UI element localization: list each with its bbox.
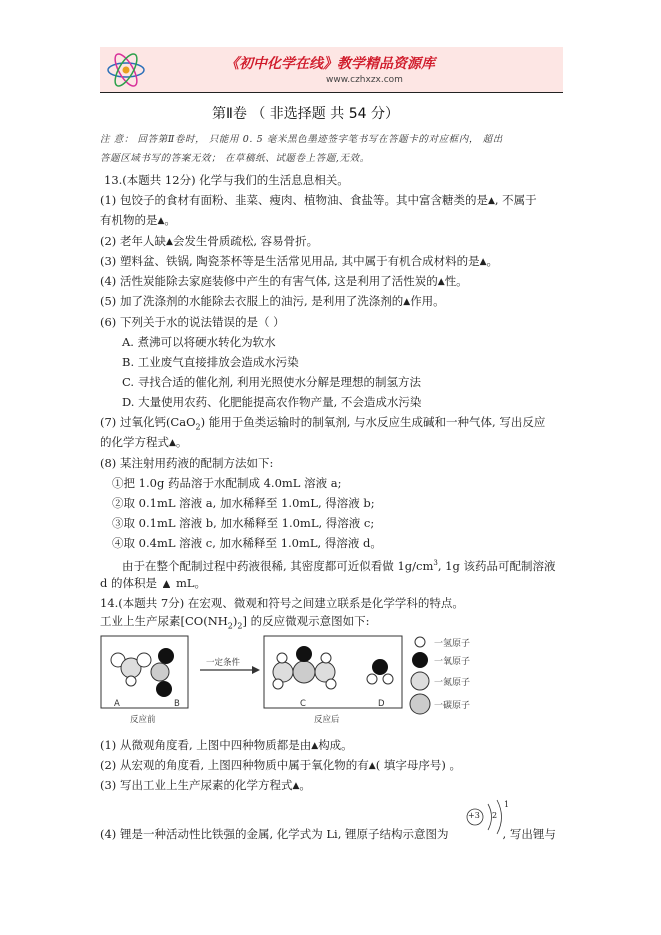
q13-part6: (6) 下列关于水的说法错误的是（ ） xyxy=(100,315,285,329)
banner-title: 《初中化学在线》教学精品资源库 xyxy=(225,56,435,72)
answer-blank: ▲ xyxy=(292,781,300,791)
hydrogen-atom xyxy=(383,674,393,684)
header-banner xyxy=(100,47,563,93)
carbon-atom xyxy=(293,661,315,683)
label-a: A xyxy=(114,699,120,709)
hydrogen-atom xyxy=(367,674,377,684)
q14-part1: (1) 从微观角度看, 上图中四种物质都是由▲构成。 xyxy=(100,738,353,752)
shell-1-electrons: 2 xyxy=(492,811,498,820)
hydrogen-atom xyxy=(137,653,151,667)
answer-blank: ▲ xyxy=(169,438,176,448)
oxygen-atom xyxy=(372,659,388,675)
after-label: 反应后 xyxy=(314,715,340,725)
oxygen-atom xyxy=(158,648,174,664)
atom-logo-icon xyxy=(104,50,148,90)
legend-oxygen-icon xyxy=(412,652,428,668)
q13-step-1: ①把 1.0g 药品溶于水配制成 4.0mL 溶液 a; xyxy=(112,476,342,490)
q13-step-3: ③取 0.1mL 溶液 b, 加水稀释至 1.0mL, 得溶液 c; xyxy=(112,516,375,530)
q14-part2: (2) 从宏观的角度看, 上图四种物质中属于氧化物的有▲( 填字母序号) 。 xyxy=(100,758,461,772)
section-title: 第Ⅱ卷 （ 非选择题 共 54 分） xyxy=(212,106,399,122)
q13-step-4: ④取 0.4mL 溶液 c, 加水稀释至 1.0mL, 得溶液 d。 xyxy=(112,536,382,550)
q13-option-c: C. 寻找合适的催化剂, 利用光照使水分解是理想的制氢方法 xyxy=(122,375,422,389)
reaction-diagram xyxy=(100,634,540,726)
answer-blank: ▲ xyxy=(479,257,487,267)
q13-part8: (8) 某注射用药液的配制方法如下: xyxy=(100,456,274,470)
hydrogen-atom xyxy=(326,679,336,689)
answer-blank: ▲ xyxy=(165,237,173,247)
q13-part7-line1: (7) 过氧化钙(CaO$_2$) 能用于鱼类运输时的制氧剂, 与水反应生成碱和一种气体, 写出反应 xyxy=(100,415,546,432)
banner-url: www.czhxzx.com xyxy=(326,75,403,85)
answer-blank: ▲ xyxy=(403,297,411,307)
q14-part3: (3) 写出工业上生产尿素的化学方程式▲。 xyxy=(100,778,311,792)
note-line-2: 答题区域书写的答案无效； 在草稿纸、试题卷上答题,无效。 xyxy=(100,153,370,164)
nucleus-charge: +3 xyxy=(468,811,480,820)
q13-part3: (3) 塑料盆、铁锅, 陶瓷茶杯等是生活常见用品, 其中属于有机合成材料的是▲。 xyxy=(100,254,498,268)
answer-blank: ▲ xyxy=(487,196,495,206)
legend-oxygen: 一氧原子 xyxy=(434,657,471,667)
q13-option-b: B. 工业废气直接排放会造成水污染 xyxy=(122,355,299,369)
arrow-condition: 一定条件 xyxy=(206,658,241,668)
q13-part7-line2: 的化学方程式▲。 xyxy=(100,435,188,449)
answer-blank: ▲ xyxy=(311,741,319,751)
q13-part1-line1: (1) 包饺子的食材有面粉、韭菜、瘦肉、植物油、食盐等。其中富含糖类的是▲, 不属于 xyxy=(100,193,537,207)
hydrogen-atom xyxy=(273,679,283,689)
q14-part4: (4) 锂是一种活动性比铁强的金属, 化学式为 Li, 锂原子结构示意图为 , 写出锂与 xyxy=(100,827,556,841)
q13-option-d: D. 大量使用农药、化肥能提高农作物产量, 不会造成水污染 xyxy=(122,395,422,409)
legend-carbon: 一碳原子 xyxy=(434,701,471,711)
reactants-box xyxy=(101,636,188,708)
arrow-head xyxy=(252,666,260,674)
hydrogen-atom xyxy=(126,676,136,686)
q13-step-2: ②取 0.1mL 溶液 a, 加水稀释至 1.0mL, 得溶液 b; xyxy=(112,496,375,510)
answer-blank: ▲ xyxy=(368,761,376,771)
q13-header: 13.(本题共 12分) 化学与我们的生活息息相关。 xyxy=(104,173,349,187)
legend-nitrogen: 一氮原子 xyxy=(434,678,471,688)
q13-part2: (2) 老年人缺▲会发生骨质疏松, 容易骨折。 xyxy=(100,234,319,248)
answer-blank: ▲ xyxy=(157,216,165,226)
oxygen-atom xyxy=(296,646,312,662)
q13-part5: (5) 加了洗涤剂的水能除去衣服上的油污, 是利用了洗涤剂的▲作用。 xyxy=(100,294,445,308)
q14-intro: 工业上生产尿素$[CO(NH_2)_2]$ 的反应微观示意图如下: xyxy=(100,614,370,631)
hydrogen-atom xyxy=(277,653,287,663)
legend-carbon-icon xyxy=(410,694,430,714)
answer-blank: ▲ xyxy=(163,579,170,589)
q13-part1-line2: 有机物的是▲。 xyxy=(100,213,176,227)
hydrogen-atom xyxy=(321,653,331,663)
legend-hydrogen-icon xyxy=(415,637,425,647)
legend-nitrogen-icon xyxy=(411,672,429,690)
label-d: D xyxy=(378,699,385,709)
legend-hydrogen: 一氢原子 xyxy=(434,639,471,649)
q13-volume-line: d 的体积是 ▲ mL。 xyxy=(100,576,206,590)
label-c: C xyxy=(300,699,306,709)
note-line-1: 注 意： 回答第Ⅱ卷时， 只能用 0. 5 毫米黑色墨迹签字笔书写在答题卡的对应框内， 超出 xyxy=(100,134,503,145)
q13-part4: (4) 活性炭能除去家庭装修中产生的有害气体, 这是利用了活性炭的▲性。 xyxy=(100,274,468,288)
before-label: 反应前 xyxy=(130,715,156,725)
shell-2-electrons: 1 xyxy=(504,800,510,809)
q14-header: 14.(本题共 7分) 在宏观、微观和符号之间建立联系是化学学科的特点。 xyxy=(100,596,464,610)
carbon-atom xyxy=(151,663,169,681)
label-b: B xyxy=(174,699,180,709)
q13-density-line: 由于在整个配制过程中药液很稀, 其密度都可近似看做 $1g/cm^3$, 1g 该药品可配制溶液 xyxy=(122,558,556,573)
answer-blank: ▲ xyxy=(437,277,445,287)
oxygen-atom xyxy=(156,681,172,697)
q13-option-a: A. 煮沸可以将硬水转化为软水 xyxy=(122,335,276,349)
